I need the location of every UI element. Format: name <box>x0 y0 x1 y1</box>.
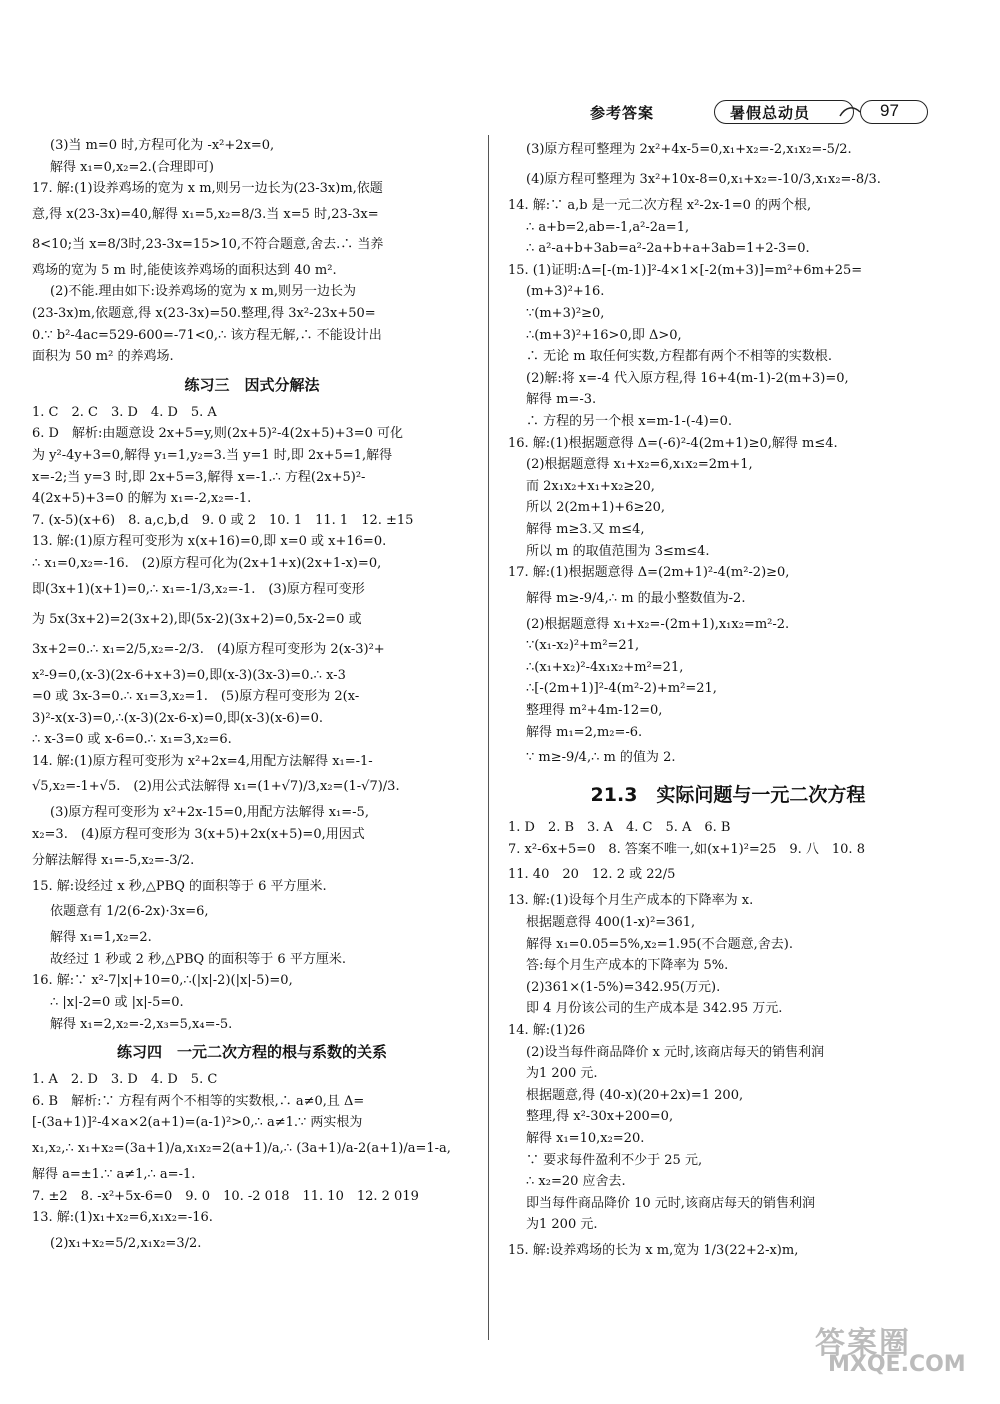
answer-line: 解得 x₁=0,x₂=2.(合理即可) <box>50 159 214 175</box>
answer-line: 解得 a=±1.∵ a≠1,∴ a=-1. <box>32 1167 196 1182</box>
answer-line: ∴ a+b=2,ab=-1,a²-2a=1, <box>526 219 690 235</box>
answer-line: 7. ±2 8. -x²+5x-6=0 9. 0 10. -2 018 11. 10 12. 2 019 <box>32 1188 419 1204</box>
answer-line: 而 2x₁x₂+x₁+x₂≥20, <box>526 478 655 494</box>
answer-line: 整理,得 x²-30x+200=0, <box>526 1109 674 1125</box>
answer-line: 解得 m≥3.又 m≤4, <box>526 521 645 537</box>
answer-line: =0 或 3x-3=0.∴ x₁=3,x₂=1. (5)原方程可变形为 2(x- <box>32 689 360 705</box>
answer-line: 鸡场的宽为 5 m 时,能使该养鸡场的面积达到 40 m². <box>32 262 337 278</box>
page-header <box>590 100 990 140</box>
answer-line: 7. x²-6x+5=0 8. 答案不唯一,如(x+1)²=25 9. 八 10. 8 <box>508 841 865 857</box>
answer-line: ∵ 要求每件盈利不少于 25 元, <box>526 1152 703 1168</box>
answer-line: 解得 x₁=1,x₂=2. <box>50 930 152 946</box>
answer-line: 分解法解得 x₁=-5,x₂=-3/2. <box>32 852 195 868</box>
answer-line: (2)根据题意得 x₁+x₂=6,x₁x₂=2m+1, <box>526 457 753 473</box>
answer-line: 即(3x+1)(x+1)=0,∴ x₁=-1/3,x₂=-1. (3)原方程可变形 <box>32 581 365 597</box>
answer-line: ∴ a²-a+b+3ab=a²-2a+b+a+3ab=1+2-3=0. <box>526 241 810 257</box>
answer-line: 解得 x₁=0.05=5%,x₂=1.95(不合题意,舍去). <box>526 936 793 952</box>
answer-line: 解得 m≥-9/4,∴ m 的最小整数值为-2. <box>526 590 746 606</box>
answer-line: 所以 m 的取值范围为 3≤m≤4. <box>526 543 710 559</box>
answer-line: ∵(x₁-x₂)²+m²=21, <box>526 638 640 654</box>
answer-line: 为1 200 元. <box>526 1217 598 1233</box>
answer-line: ∴ x-3=0 或 x-6=0.∴ x₁=3,x₂=6. <box>32 732 232 748</box>
answer-line: 即当每件商品降价 10 元时,该商店每天的销售利润 <box>526 1195 815 1211</box>
answer-line: 3)²-x(x-3)=0,∴(x-3)(2x-6-x)=0,即(x-3)(x-6)=0. <box>32 710 323 726</box>
answer-line: 17. 解:(1)设养鸡场的宽为 x m,则另一边长为(23-3x)m,依题 <box>32 181 383 197</box>
left-column <box>32 135 472 1259</box>
swirl-icon <box>838 104 862 120</box>
answer-line: 1. D 2. B 3. A 4. C 5. A 6. B <box>508 820 731 836</box>
answer-line: 17. 解:(1)根据题意得 Δ=(2m+1)²-4(m²-2)≥0, <box>508 565 790 581</box>
answer-line: ∵ m≥-9/4,∴ m 的值为 2. <box>526 750 676 766</box>
answer-line: 15. 解:设经过 x 秒,△PBQ 的面积等于 6 平方厘米. <box>32 878 327 894</box>
answer-line: (3)原方程可变形为 x²+2x-15=0,用配方法解得 x₁=-5, <box>50 805 369 821</box>
answer-line: 16. 解:∵ x²-7|x|+10=0,∴(|x|-2)(|x|-5)=0, <box>32 973 293 989</box>
answer-line: 解得 x₁=10,x₂=20. <box>526 1130 645 1146</box>
answer-line: ∴ 无论 m 取任何实数,方程都有两个不相等的实数根. <box>526 349 832 365</box>
answer-line: (2)361×(1-5%)=342.95(万元). <box>526 979 721 995</box>
answer-line: 16. 解:(1)根据题意得 Δ=(-6)²-4(2m+1)≥0,解得 m≤4. <box>508 435 838 451</box>
answer-line: 答:每个月生产成本的下降率为 5%. <box>526 958 729 974</box>
answer-line: ∴(m+3)²+16>0,即 Δ>0, <box>526 327 682 343</box>
watermark-url: MXQE.COM <box>828 1352 966 1377</box>
answer-line: 为 y²-4y+3=0,解得 y₁=1,y₂=3.当 y=1 时,即 2x+5=1,解得 <box>32 447 393 463</box>
column-divider <box>488 135 489 1340</box>
answer-line: 根据题意得 400(1-x)²=361, <box>526 915 696 931</box>
answer-line: (4)原方程可整理为 3x²+10x-8=0,x₁+x₂=-10/3,x₁x₂=-8/3. <box>526 172 881 187</box>
answer-line: 解得 x₁=2,x₂=-2,x₃=5,x₄=-5. <box>50 1016 233 1032</box>
answer-line: x₂=3. (4)原方程可变形为 3(x+5)+2x(x+5)=0,用因式 <box>32 827 365 843</box>
answer-line: (3)当 m=0 时,方程可化为 -x²+2x=0, <box>50 138 275 153</box>
answer-line: (2)设当每件商品降价 x 元时,该商店每天的销售利润 <box>526 1044 825 1060</box>
header-brand: 暑假总动员 <box>730 104 811 122</box>
answer-line: 13. 解:(1)原方程可变形为 x(x+16)=0,即 x=0 或 x+16=0. <box>32 534 387 550</box>
answer-line: 依题意有 1/2(6-2x)·3x=6, <box>50 904 209 920</box>
answer-line: (2)不能.理由如下:设养鸡场的宽为 x m,则另一边长为 <box>50 284 356 300</box>
answer-line: 故经过 1 秒或 2 秒,△PBQ 的面积等于 6 平方厘米. <box>50 951 346 967</box>
answer-line: 0.∵ b²-4ac=529-600=-71<0,∴ 该方程无解,∴ 不能设计出 <box>32 327 382 343</box>
answer-line: [-(3a+1)]²-4×a×2(a+1)=(a-1)²>0,∴ a≠1.∵ 两实根为 <box>32 1115 363 1131</box>
answer-line: ∴ x₁=0,x₂=-16. (2)原方程可化为(2x+1+x)(2x+1-x)=0, <box>32 555 382 571</box>
answer-line: (2)根据题意得 x₁+x₂=-(2m+1),x₁x₂=m²-2. <box>526 616 790 632</box>
answer-line: ∴(x₁+x₂)²-4x₁x₂+m²=21, <box>526 659 684 675</box>
answer-line: 意,得 x(23-3x)=40,解得 x₁=5,x₂=8/3.当 x=5 时,23-3x= <box>32 206 379 222</box>
answer-line: 解得 m=-3. <box>526 392 597 408</box>
answer-line: 1. C 2. C 3. D 4. D 5. A <box>32 404 217 420</box>
answer-line: ∴ x₂=20 应舍去. <box>526 1174 626 1190</box>
answer-line: 13. 解:(1)x₁+x₂=6,x₁x₂=-16. <box>32 1210 213 1226</box>
answer-line: 整理得 m²+4m-12=0, <box>526 703 663 719</box>
answer-line: (m+3)²+16. <box>526 284 605 300</box>
answer-line: 所以 2(2m+1)+6≥20, <box>526 500 666 516</box>
answer-line: 为 5x(3x+2)=2(3x+2),即(5x-2)(3x+2)=0,5x-2=0 或 <box>32 611 362 627</box>
answer-line: 为1 200 元. <box>526 1066 598 1082</box>
answer-line: (2)解:将 x=-4 代入原方程,得 16+4(m-1)-2(m+3)=0, <box>526 370 849 386</box>
answer-line: 4(2x+5)+3=0 的解为 x₁=-2,x₂=-1. <box>32 491 252 507</box>
answer-line: 8<10;当 x=8/3时,23-3x=15>10,不符合题意,舍去.∴ 当养 <box>32 236 384 252</box>
answer-line: 即 4 月份该公司的生产成本是 342.95 万元. <box>526 1001 783 1017</box>
answer-line: 15. 解:设养鸡场的长为 x m,宽为 1/3(22+2-x)m, <box>508 1242 799 1258</box>
right-column <box>508 135 948 1266</box>
answer-line: √5,x₂=-1+√5. (2)用公式法解得 x₁=(1+√7)/3,x₂=(1-√7)/3. <box>32 779 400 795</box>
answer-line: ∴[-(2m+1)]²-4(m²-2)+m²=21, <box>526 681 717 697</box>
answer-line: ∴ 方程的另一个根 x=m-1-(-4)=0. <box>526 413 732 429</box>
answer-line: 3x+2=0.∴ x₁=2/5,x₂=-2/3. (4)原方程可变形为 2(x-3)²+ <box>32 641 385 657</box>
answer-line: 解得 m₁=2,m₂=-6. <box>526 724 643 740</box>
answer-line: x₁,x₂,∴ x₁+x₂=(3a+1)/a,x₁x₂=2(a+1)/a,∴ (3a+1)/a-2(a+1)/a=1-a, <box>32 1141 451 1156</box>
answer-line: 根据题意,得 (40-x)(20+2x)=1 200, <box>526 1087 744 1103</box>
answer-line: 7. (x-5)(x+6) 8. a,c,b,d 9. 0 或 2 10. 1 11. 1 12. ±15 <box>32 512 414 528</box>
answer-line: (23-3x)m,依题意,得 x(23-3x)=50.整理,得 3x²-23x+50= <box>32 305 376 321</box>
answer-line: 13. 解:(1)设每个月生产成本的下降率为 x. <box>508 893 754 909</box>
answer-line: (3)原方程可整理为 2x²+4x-5=0,x₁+x₂=-2,x₁x₂=-5/2. <box>526 142 852 157</box>
section-heading: 21.3 实际问题与一元二次方程 <box>590 784 866 807</box>
answer-line: x²-9=0,(x-3)(2x-6+x+3)=0,即(x-3)(3x-3)=0.∴ x-3 <box>32 667 346 683</box>
answer-line: 11. 40 20 12. 2 或 22/5 <box>508 867 676 883</box>
answer-line: ∵(m+3)²≥0, <box>526 305 605 321</box>
answer-line: 14. 解:(1)26 <box>508 1023 586 1038</box>
answer-line: 15. (1)证明:Δ=[-(m-1)]²-4×1×[-2(m+3)]=m²+6m+25= <box>508 262 863 278</box>
section-heading: 练习三 因式分解法 <box>184 375 320 394</box>
answer-line: 14. 解:∵ a,b 是一元二次方程 x²-2x-1=0 的两个根, <box>508 198 812 213</box>
header-section-label: 参考答案 <box>590 104 655 122</box>
answer-line: (2)x₁+x₂=5/2,x₁x₂=3/2. <box>50 1235 202 1251</box>
watermark-logo: 答案圈 <box>815 1326 911 1361</box>
answer-line: 1. A 2. D 3. D 4. D 5. C <box>32 1072 218 1088</box>
section-heading: 练习四 一元二次方程的根与系数的关系 <box>116 1043 387 1062</box>
answer-line: 6. D 解析:由题意设 2x+5=y,则(2x+5)²-4(2x+5)+3=0 可化 <box>32 426 404 442</box>
answer-line: 14. 解:(1)原方程可变形为 x²+2x=4,用配方法解得 x₁=-1- <box>32 753 373 769</box>
answer-line: 6. B 解析:∵ 方程有两个不相等的实数根,∴ a≠0,且 Δ= <box>32 1093 365 1109</box>
page-number: 97 <box>880 101 899 120</box>
answer-line: ∴ |x|-2=0 或 |x|-5=0. <box>50 995 184 1011</box>
answer-line: x=-2;当 y=3 时,即 2x+5=3,解得 x=-1.∴ 方程(2x+5)²- <box>32 469 366 485</box>
answer-line: 面积为 50 m² 的养鸡场. <box>32 349 174 365</box>
